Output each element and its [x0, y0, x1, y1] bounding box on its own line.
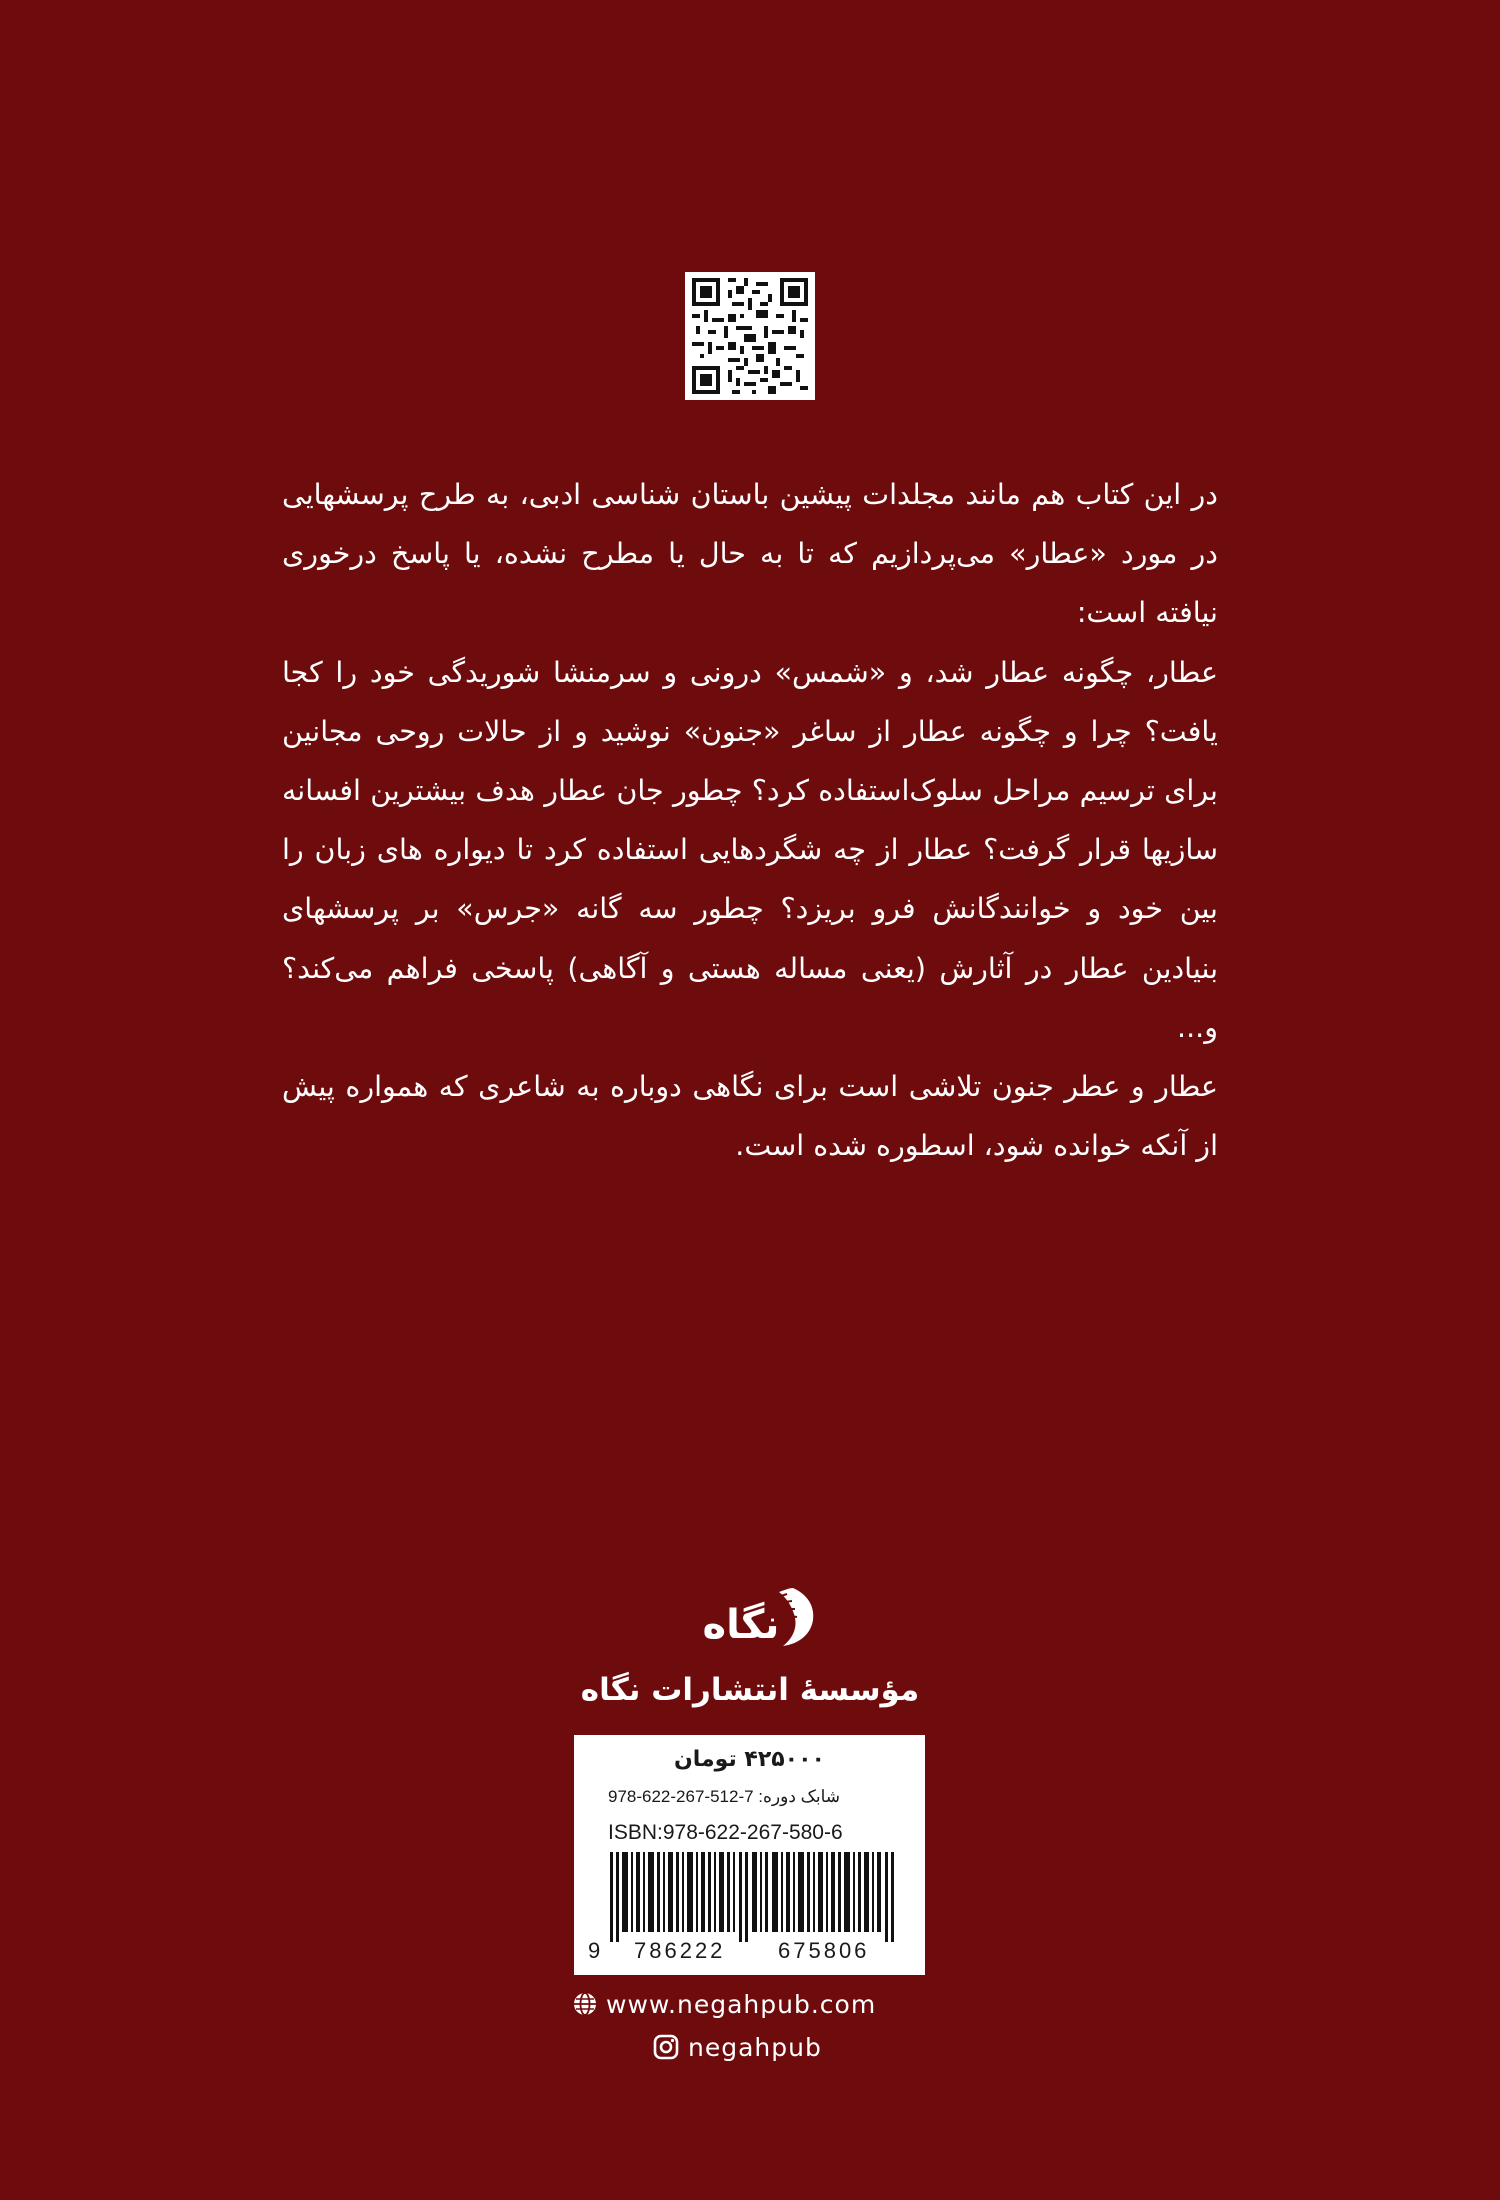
barcode-digit-first: 9	[588, 1938, 601, 1963]
back-cover-blurb	[282, 465, 1218, 1175]
globe-icon	[572, 1991, 598, 2017]
website-url[interactable]: www.negahpub.com	[606, 1989, 877, 2019]
negah-logo-icon	[675, 1582, 825, 1652]
publisher-logo	[675, 1582, 825, 1652]
qr-code-icon	[691, 278, 809, 394]
series-isbn-label: شابک دوره:	[758, 1787, 841, 1806]
barcode-bars	[608, 1852, 894, 1942]
blurb-paragraph: عطار و عطر جنون تلاشی است برای نگاهی دوباره به شاعری که همواره پیش از آنکه خوانده شود، اسطوره شده است.	[282, 1070, 1218, 1163]
instagram-icon	[652, 2033, 680, 2061]
logo-wordmark: نگاه	[702, 1602, 780, 1648]
publisher-name: مؤسسهٔ انتشارات نگاه	[580, 1672, 920, 1708]
barcode-digits	[588, 1935, 908, 1967]
barcode-digits-left: 786222	[634, 1938, 726, 1963]
price: ۴۲۵۰۰۰ تومان	[674, 1747, 825, 1772]
barcode-digits-right: 675806	[778, 1938, 870, 1963]
blurb-paragraph: در این کتاب هم مانند مجلدات پیشین باستان شناسی ادبی، به طرح پرسشهایی در مورد «عطار» می‌پردازیم که تا به حال یا مطرح نشده، یا پاسخ درخوری نیافته است:	[282, 478, 1218, 630]
blurb-paragraph: عطار، چگونه عطار شد، و «شمس» درونی و سرمنشا شوریدگی خود را کجا یافت؟ چرا و چگونه عطار از ساغر «جنون» نوشید و از حالات روحی مجانین برای ترسیم مراحل سلوک‌استفاده کرد؟ چطور جان عطار هدف بیشترین افسانه سازیها قرار گرفت؟ عطار از چه شگردهایی استفاده کرد تا دیواره های زبان را بین خود و خوانندگانش فرو بریزد؟ چطور سه گانه «جرس» بر پرسشهای بنیادین عطار در آثارش (یعنی مساله هستی و آگاهی) پاسخی فراهم می‌کند؟ و...	[282, 655, 1218, 1044]
website-line	[572, 1987, 876, 2021]
series-isbn-value: 978-622-267-512-7	[608, 1787, 754, 1806]
isbn: ISBN:978-622-267-580-6	[608, 1821, 843, 1844]
qr-code	[685, 272, 815, 400]
series-isbn	[608, 1785, 898, 1809]
instagram-line	[652, 2029, 822, 2065]
barcode-label	[574, 1735, 925, 1975]
instagram-handle[interactable]: negahpub	[688, 2032, 822, 2062]
